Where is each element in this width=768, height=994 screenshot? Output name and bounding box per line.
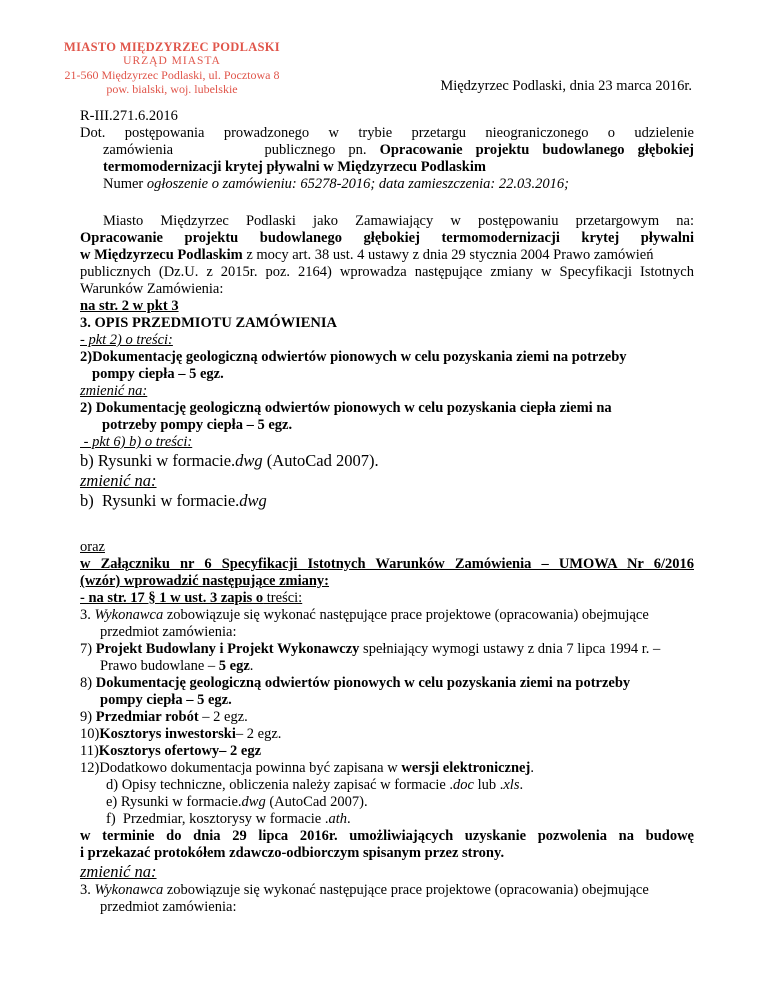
- conjunction: oraz: [80, 539, 105, 555]
- office-stamp: [56, 40, 288, 96]
- change-location: na str. 2 w pkt 3: [80, 298, 179, 314]
- intro-line: Opracowanie projektu budowlanego głębokiej termomodernizacji krytej pływalni: [80, 230, 694, 246]
- deadline-text: w terminie do dnia 29 lipca 2016r. umożliwiających uzyskanie pozwolenia na budowę: [80, 828, 694, 844]
- subject-line: Numer ogłoszenie o zamówieniu: 65278-2016; data zamieszczenia: 22.03.2016;: [103, 176, 569, 192]
- intro-line: Miasto Międzyrzec Podlaski jako Zamawiający w postępowaniu przetargowym na:: [103, 213, 694, 229]
- old-text: 2)Dokumentację geologiczną odwiertów pionowych w celu pozyskania ziemi na potrzeby: [80, 349, 627, 365]
- intro-line: w Międzyrzecu Podlaskim z mocy art. 38 ust. 4 ustawy z dnia 29 stycznia 2004 Prawo zamówień: [80, 247, 654, 263]
- list-item: 7) Projekt Budowlany i Projekt Wykonawczy spełniający wymogi ustawy z dnia 7 lipca 1994 r. –: [80, 641, 661, 657]
- change-marker: zmienić na:: [80, 471, 157, 490]
- list-item: 10)Kosztorys inwestorski– 2 egz.: [80, 726, 282, 742]
- reference-number: R-III.271.6.2016: [80, 108, 178, 124]
- stamp-line-office: URZĄD MIASTA: [123, 55, 221, 67]
- sub-list-item: d) Opisy techniczne, obliczenia należy zapisać w formacie .doc lub .xls.: [106, 777, 524, 793]
- subject-line: Dot. postępowania prowadzonego w trybie przetargu nieograniczonego o udzielenie: [80, 125, 694, 141]
- stamp-line-county: pow. bialski, woj. lubelskie: [106, 82, 238, 96]
- stamp-line-city: MIASTO MIĘDZYRZEC PODLASKI: [64, 40, 280, 54]
- deadline-text: i przekazać protokółem zdawczo-odbiorczym spisanym przez strony.: [80, 845, 505, 861]
- list-item: 12)Dodatkowo dokumentacja powinna być zapisana w wersji elektronicznej.: [80, 760, 534, 776]
- point-reference: - pkt 2) o treści:: [80, 332, 173, 348]
- stamp-line-address: 21-560 Międzyrzec Podlaski, ul. Pocztowa 8: [64, 68, 280, 82]
- new-text: b) Rysunki w formacie.dwg: [80, 491, 267, 510]
- subject-line: zamówienia publicznego pn. Opracowanie projektu budowlanego głębokiej: [103, 142, 694, 158]
- new-text: potrzeby pompy ciepła – 5 egz.: [102, 417, 293, 433]
- clause-text: przedmiot zamówienia:: [100, 899, 237, 915]
- document-date: Międzyrzec Podlaski, dnia 23 marca 2016r.: [440, 78, 692, 94]
- annex-heading: (wzór) wprowadzić następujące zmiany:: [80, 573, 330, 589]
- list-item: pompy ciepła – 5 egz.: [100, 692, 232, 708]
- annex-heading: w Załączniku nr 6 Specyfikacji Istotnych Warunków Zamówienia – UMOWA Nr 6/2016: [80, 556, 694, 572]
- subject-line: termomodernizacji krytej pływalni w Międzyrzecu Podlaskim: [103, 159, 486, 175]
- clause-text: 3. Wykonawca zobowiązuje się wykonać następujące prace projektowe (opracowania) obejmujące: [80, 607, 649, 623]
- change-marker: zmienić na:: [80, 383, 148, 399]
- change-marker: zmienić na:: [80, 862, 157, 881]
- clause-text: przedmiot zamówienia:: [100, 624, 237, 640]
- old-text: pompy ciepła – 5 egz.: [92, 366, 224, 382]
- list-item: 9) Przedmiar robót – 2 egz.: [80, 709, 248, 725]
- sub-list-item: e) Rysunki w formacie.dwg (AutoCad 2007).: [106, 794, 368, 810]
- list-item: 11)Kosztorys ofertowy– 2 egz: [80, 743, 262, 759]
- intro-paragraph: [80, 213, 694, 298]
- section-heading: 3. OPIS PRZEDMIOTU ZAMÓWIENIA: [80, 315, 337, 331]
- intro-line: publicznych (Dz.U. z 2015r. poz. 2164) wprowadza następujące zmiany w Specyfikacji Istotnych: [80, 264, 694, 280]
- sub-list-item: f) Przedmiar, kosztorysy w formacie .ath.: [106, 811, 351, 827]
- subject-block: [80, 125, 694, 193]
- change-location: - na str. 17 § 1 w ust. 3 zapis o treści:: [80, 590, 303, 606]
- list-item: 8) Dokumentację geologiczną odwiertów pionowych w celu pozyskania ziemi na potrzeby: [80, 675, 631, 691]
- intro-line: Warunków Zamówienia:: [80, 281, 224, 297]
- new-text: 2) Dokumentację geologiczną odwiertów pionowych w celu pozyskania ciepła ziemi na: [80, 400, 612, 416]
- list-item: Prawo budowlane – 5 egz.: [100, 658, 254, 674]
- old-text: b) Rysunki w formacie.dwg (AutoCad 2007).: [80, 451, 379, 470]
- clause-text: 3. Wykonawca zobowiązuje się wykonać następujące prace projektowe (opracowania) obejmujące: [80, 882, 649, 898]
- point-reference: - pkt 6) b) o treści:: [80, 434, 193, 450]
- document-body: [80, 108, 694, 916]
